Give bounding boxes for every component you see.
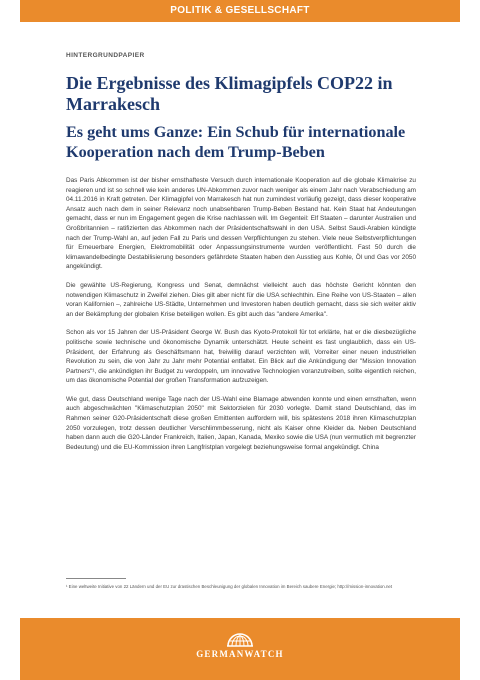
- footer-bar: [20, 618, 460, 680]
- document-subtitle: Es geht ums Ganze: Ein Schub für internationale Kooperation nach dem Trump-Beben: [66, 123, 406, 161]
- germanwatch-logo: [20, 624, 460, 659]
- logo-text: GERMANWATCH: [196, 649, 284, 659]
- globe-icon: [225, 624, 255, 648]
- document-body: [66, 176, 416, 452]
- document-content: [66, 52, 416, 461]
- footnote: ¹ Eine weltweite Initiative von 22 Ländern und der EU zur drastischen Beschleunigung der globalen Innovation im Bereich saubere Energie; http://mission-innovation.net: [66, 584, 393, 589]
- document-kicker: HINTERGRUNDPAPIER: [66, 52, 145, 59]
- footnote-divider: [66, 578, 126, 579]
- section-header-bar: [20, 0, 460, 22]
- document-title: Die Ergebnisse des Klimagipfels COP22 in Marrakesch: [66, 73, 393, 114]
- body-paragraph: Wie gut, dass Deutschland wenige Tage nach der US-Wahl eine Blamage abwenden konnte und einen ernsthaften, wenn auch abgeschwächten "Klimaschutzplan 2050" mit Sektorzielen für 2030 vorlegte. Damit stand Deutschland, das im Rahmen seiner G20-Präsidentschaft diese großen Emittenten auffordern will, bis spätestens 2018 ihren Klimaschutzplan 2050 vorzulegen, trotz dessen deutlicher Verschlimmbesserung, nicht als Kaiser ohne Kleider da. Neben Deutschland haben dann auch die G20-Länder Frankreich, Italien, Japan, Kanada, Mexiko sowie die USA (nun vermutlich mit begrenzter Bedeutung) und die EU-Kommission ihren Langfristplan vorgelegt beziehungsweise formal angekündigt. China: [66, 395, 416, 451]
- body-paragraph: Die gewählte US-Regierung, Kongress und Senat, demnächst vielleicht auch das höchste Gericht könnten den notwendigen Klimaschutz in Zweifel ziehen. Dies gilt aber nicht für die USA schlechthin. Eine Reihe von US-Staaten – allen voran Kalifornien –, zahlreiche US-Städte, Unternehmen und Investoren haben deutlich gemacht, dass sie sich weiter aktiv an der Bekämpfung der globalen Krise beteiligen wollen. Es gibt auch das "andere Amerika".: [66, 281, 416, 318]
- section-label: POLITIK & GESELLSCHAFT: [170, 5, 310, 16]
- body-paragraph: Schon als vor 15 Jahren der US-Präsident George W. Bush das Kyoto-Protokoll für tot erklärte, hat er die diesbezügliche politische sowie technische und ökonomische Dynamik unterschätzt. Heute scheint es fast unglaublich, dass ein US-Präsident, der Erfahrung als Geschäftsmann hat, freiwillig darauf verzichten will, Vorreiter einer neuen industriellen Revolution zu sein, die von Jahr zu Jahr mehr Potential entfaltet. Ein Blick auf die Ankündigung der "Mission Innovation Partners"¹, die ankündigten ihr Budget zu verdoppeln, um innovative Technologien voranzutreiben, sollte eigentlich reichen, um das ökonomische Potential der großen Transformation aufzuzeigen.: [66, 329, 416, 385]
- body-paragraph: Das Paris Abkommen ist der bisher ernsthafteste Versuch durch internationale Kooperation auf die globale Klimakrise zu reagieren und ist so schnell wie kein anderes UN-Abkommen zuvor nach weniger als einem Jahr nach Verabschiedung am 04.11.2016 in Kraft getreten. Der Klimagipfel von Marrakesch hat nun zumindest vorläufig gezeigt, dass dieser kooperative Ansatz auch nach dem in seiner Relevanz noch unabsehbaren Trump-Beben Bestand hat. Kein Staat hat Andeutungen gemacht, dass er nun im Engagement gegen die Krise nachlassen will. Im Gegenteil: Elf Staaten – darunter Australien und Großbritannien – ratifizierten das Abkommen nach der Präsidentschaftswahl in den USA. Selbst Saudi-Arabien kündigte nach der Trump-Wahl an, auf jeden Fall zu Paris und dessen Verpflichtungen zu stehen. Viele neue Selbstverpflichtungen für Erneuerbare Energien, Elektromobilität oder Anpassungsinstrumente wurden veröffentlicht. Fast 50 durch die klimawandelbedingte Destabilisierung besonders gefährdete Staaten haben den Ausstieg aus Kohle, Öl und Gas vor 2050 angekündigt.: [66, 177, 416, 271]
